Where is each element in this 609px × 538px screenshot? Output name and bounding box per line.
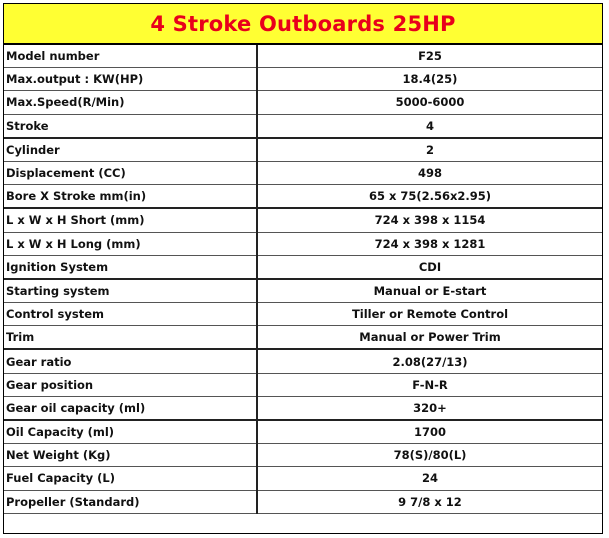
spec-table-body xyxy=(4,45,602,513)
table-row xyxy=(4,161,602,184)
spec-value: 5000-6000 xyxy=(257,91,602,114)
spec-label: Control system xyxy=(4,303,257,326)
spec-label: Stroke xyxy=(4,114,257,138)
table-row xyxy=(4,396,602,420)
spec-label: Oil Capacity (ml) xyxy=(4,420,257,444)
spec-label: Max.output : KW(HP) xyxy=(4,68,257,91)
table-row xyxy=(4,68,602,91)
spec-value: 24 xyxy=(257,467,602,490)
table-row xyxy=(4,490,602,513)
spec-label: Gear oil capacity (ml) xyxy=(4,396,257,420)
spec-label: Displacement (CC) xyxy=(4,161,257,184)
spec-label: L x W x H Short (mm) xyxy=(4,208,257,232)
spec-value: 9 7/8 x 12 xyxy=(257,490,602,513)
table-row xyxy=(4,45,602,68)
spec-value: 724 x 398 x 1154 xyxy=(257,208,602,232)
table-row xyxy=(4,255,602,279)
table-row xyxy=(4,114,602,138)
spec-label: Gear position xyxy=(4,373,257,396)
spec-value: CDI xyxy=(257,255,602,279)
table-row xyxy=(4,349,602,373)
table-row xyxy=(4,326,602,350)
spec-value: 4 xyxy=(257,114,602,138)
spec-label: Starting system xyxy=(4,279,257,303)
table-row xyxy=(4,208,602,232)
spec-label: Fuel Capacity (L) xyxy=(4,467,257,490)
spec-value: Manual or Power Trim xyxy=(257,326,602,350)
spec-value: 320+ xyxy=(257,396,602,420)
spec-value: 1700 xyxy=(257,420,602,444)
table-row xyxy=(4,185,602,209)
spec-value: Tiller or Remote Control xyxy=(257,303,602,326)
spec-sheet xyxy=(3,3,603,534)
spec-value: 724 x 398 x 1281 xyxy=(257,232,602,255)
table-row xyxy=(4,420,602,444)
spec-label: Gear ratio xyxy=(4,349,257,373)
spec-value: F25 xyxy=(257,45,602,68)
spec-label: L x W x H Long (mm) xyxy=(4,232,257,255)
spec-value: Manual or E-start xyxy=(257,279,602,303)
spec-label: Ignition System xyxy=(4,255,257,279)
spec-value: 2 xyxy=(257,138,602,162)
spec-label: Net Weight (Kg) xyxy=(4,444,257,467)
spec-label: Bore X Stroke mm(in) xyxy=(4,185,257,209)
spec-label: Propeller (Standard) xyxy=(4,490,257,513)
table-row xyxy=(4,444,602,467)
table-row xyxy=(4,279,602,303)
table-row xyxy=(4,467,602,490)
spec-value: 78(S)/80(L) xyxy=(257,444,602,467)
spec-label: Max.Speed(R/Min) xyxy=(4,91,257,114)
spec-value: 2.08(27/13) xyxy=(257,349,602,373)
table-row xyxy=(4,138,602,162)
table-row xyxy=(4,91,602,114)
table-row xyxy=(4,232,602,255)
spec-value: 18.4(25) xyxy=(257,68,602,91)
spec-table xyxy=(4,45,602,514)
spec-value: F-N-R xyxy=(257,373,602,396)
spec-value: 65 x 75(2.56x2.95) xyxy=(257,185,602,209)
table-row xyxy=(4,303,602,326)
spec-label: Cylinder xyxy=(4,138,257,162)
page-title: 4 Stroke Outboards 25HP xyxy=(150,11,456,36)
spec-label: Trim xyxy=(4,326,257,350)
table-row xyxy=(4,373,602,396)
spec-value: 498 xyxy=(257,161,602,184)
title-bar xyxy=(4,4,602,45)
spec-label: Model number xyxy=(4,45,257,68)
